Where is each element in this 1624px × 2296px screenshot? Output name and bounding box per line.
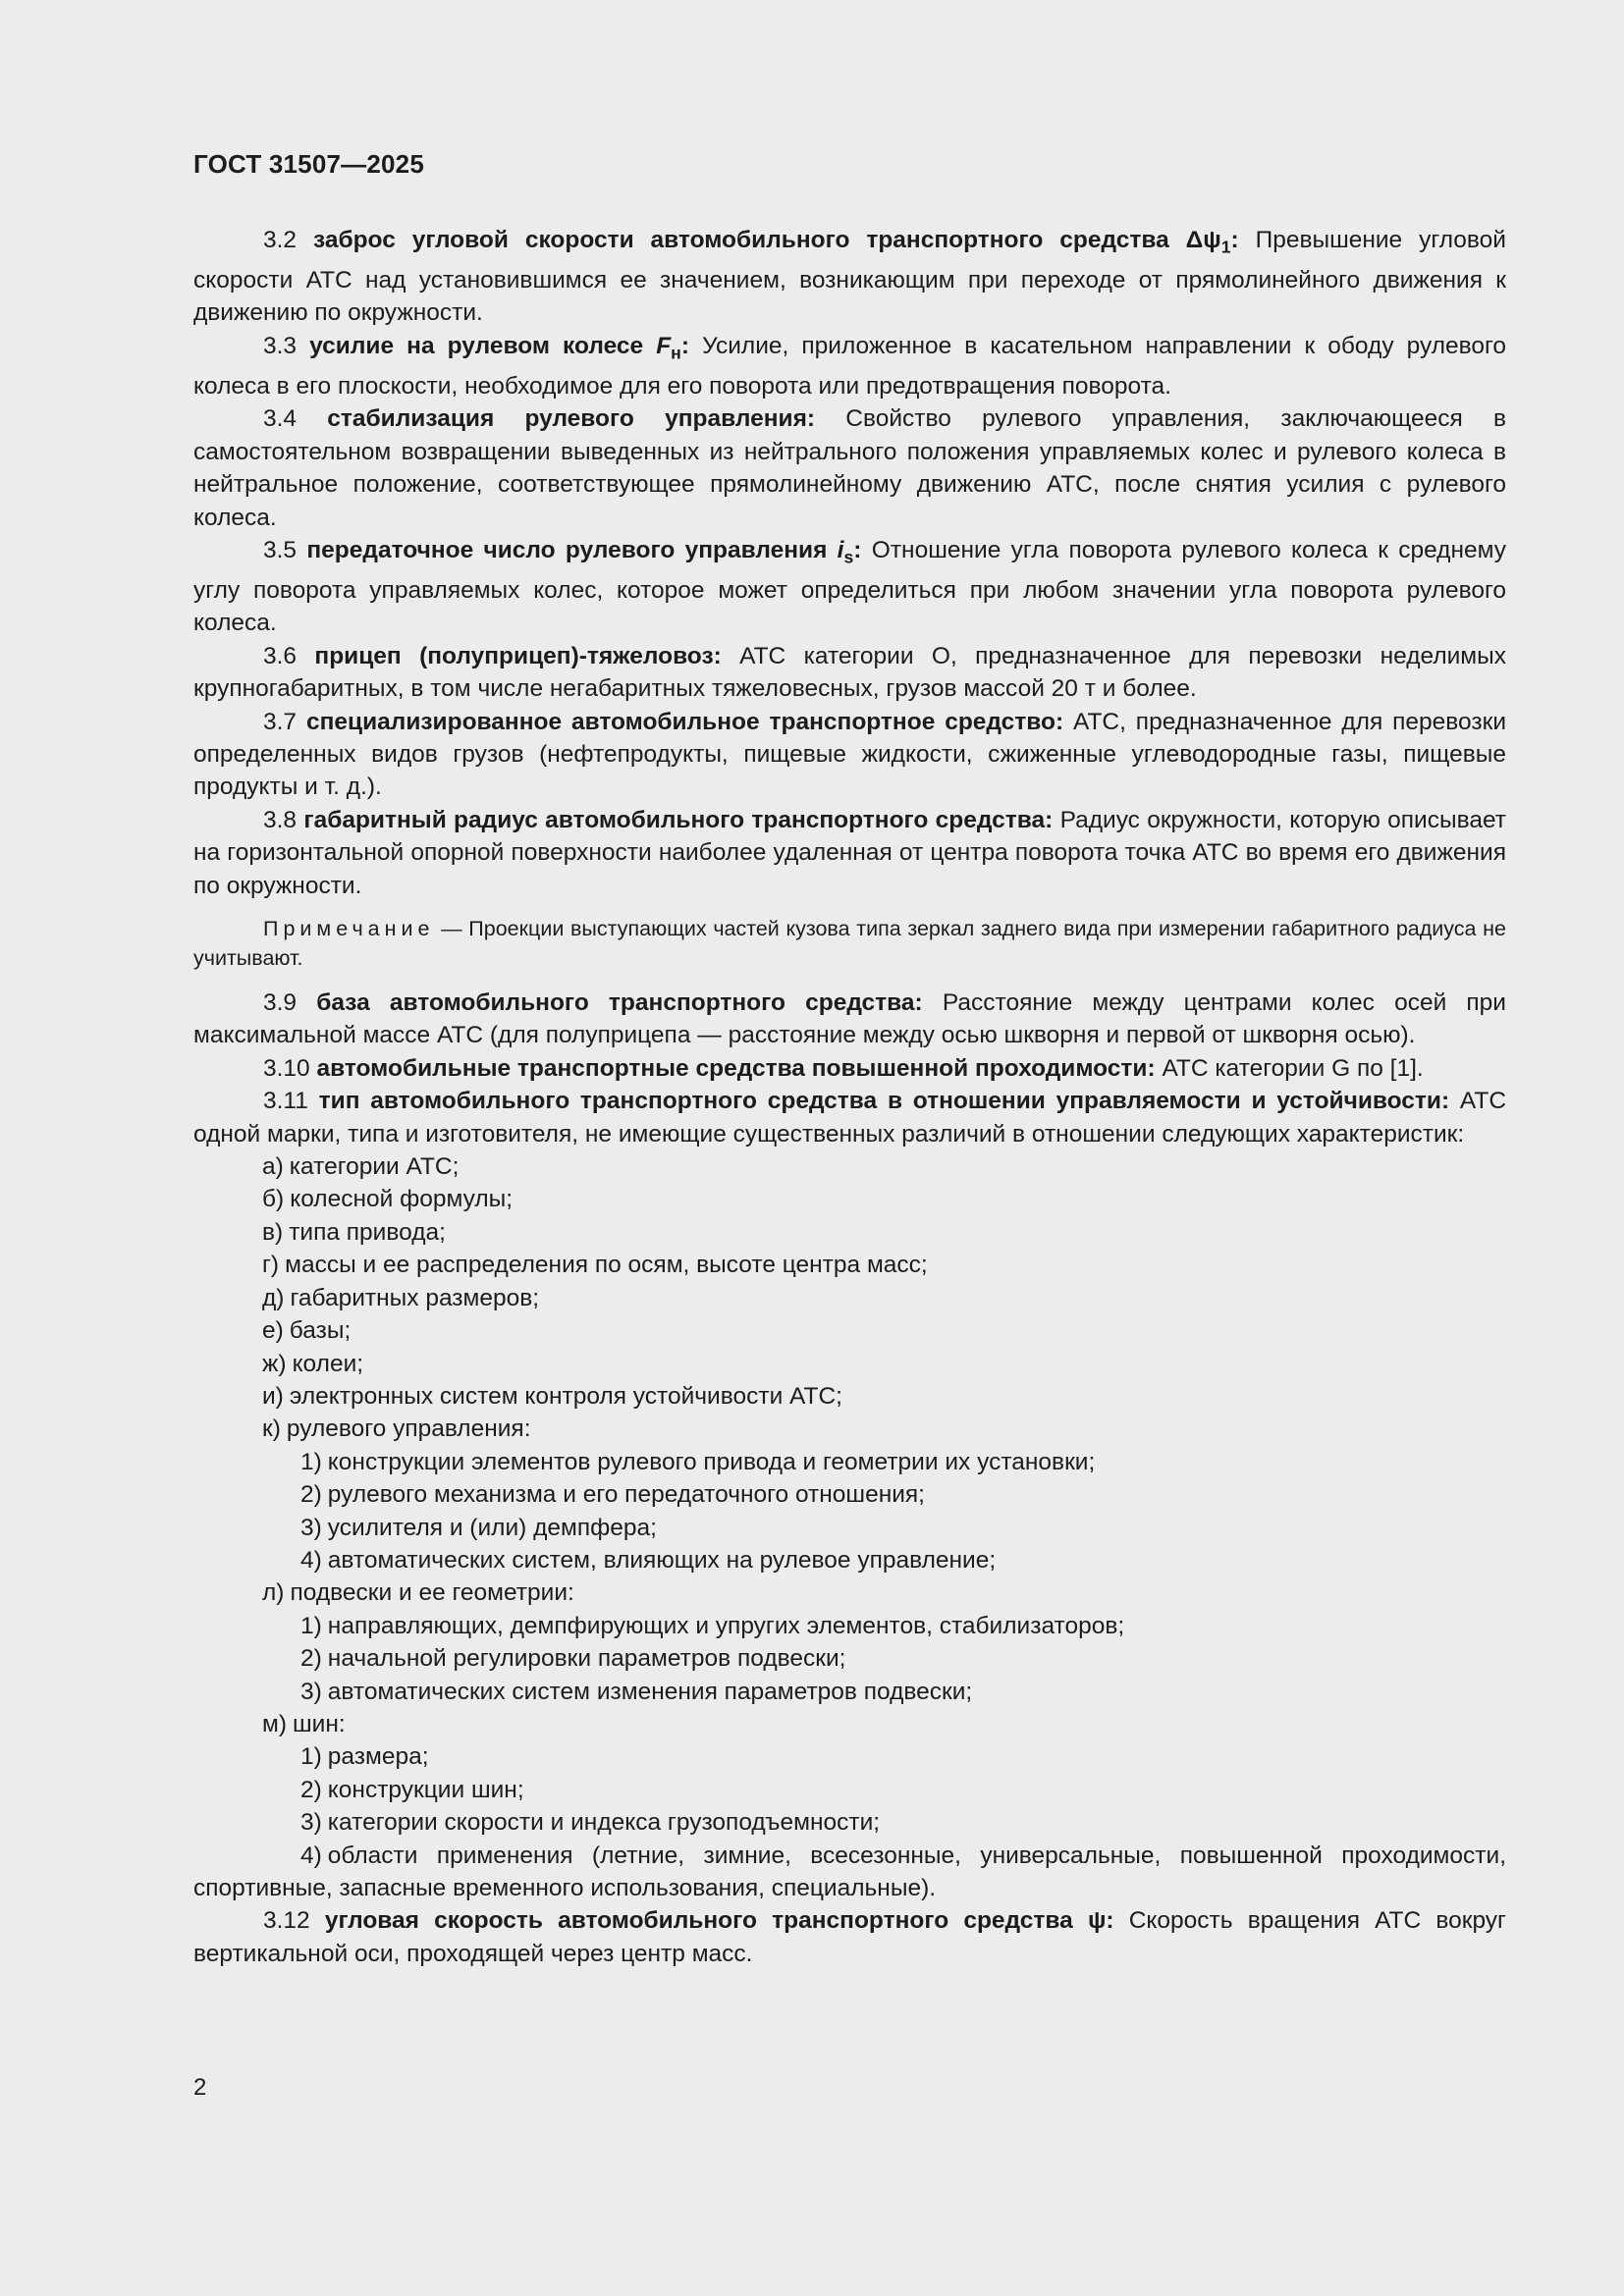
list-item: и) электронных систем контроля устойчивости АТС; — [262, 1382, 842, 1410]
term-3-3: 3.3 усилие на рулевом колесе $F_н$: Усилие, приложенное в касательном направлении к ободу рулевого колеса в его плоскости, необходимое для его поворота или предотвращения поворота. — [193, 332, 1507, 400]
term-name: угловая скорость автомобильного транспортного средства ψ: — [324, 1907, 1114, 1935]
document-body — [193, 224, 1506, 1970]
term-definition: Скорость вращения АТС вокруг вертикальной оси, проходящей через центр масс. — [193, 1907, 1506, 1967]
list-item: д) габаритных размеров; — [262, 1284, 540, 1311]
note-text: — Проекции выступающих частей кузова типа зеркал заднего вида при измерении габаритного радиуса не учитывают. — [193, 917, 1506, 971]
term-definition: Отношение угла поворота рулевого колеса к среднему углу поворота управляемых колес, которое может определиться при любом значении угла поворота рулевого колеса. — [193, 536, 1507, 637]
sub-list-item: 1) направляющих, демпфирующих и упругих элементов, стабилизаторов; — [300, 1612, 1125, 1639]
sub-list-item: 1) конструкции элементов рулевого привода и геометрии их установки; — [300, 1448, 1096, 1475]
sub-list-item: 4) автоматических систем, влияющих на рулевое управление; — [300, 1546, 997, 1574]
term-definition: АТС, предназначенное для перевозки определенных видов грузов (нефтепродукты, пищевые жидкости, сжиженные углеводородные газы, пищевые продукты и т. д.). — [193, 708, 1507, 801]
term-name: прицеп (полуприцеп)-тяжеловоз: — [314, 642, 722, 669]
term-name: тип автомобильного транспортного средства в отношении управляемости и устойчивости: — [318, 1088, 1450, 1115]
sub-list-item: 3) категории скорости и индекса грузоподъемности; — [300, 1809, 881, 1837]
sub-list-item: 1) размера; — [300, 1743, 429, 1771]
term-definition: АТС категории G по [1]. — [1162, 1054, 1424, 1082]
sub-list-item: 3) усилителя и (или) демпфера; — [300, 1514, 657, 1541]
term-definition: Превышение угловой скорости АТС над установившимся ее значением, возникающим при переходе от прямолинейного движения к движению по окружности. — [193, 227, 1506, 327]
list-item: к) рулевого управления: — [262, 1415, 531, 1443]
term-name: передаточное число рулевого управления — [306, 536, 838, 563]
list-item: м) шин: — [262, 1710, 346, 1737]
list-item: а) категории АТС; — [262, 1153, 460, 1181]
term-3-11: 3.11 тип автомобильного транспортного средства в отношении управляемости и устойчивости: АТС одной марки, типа и изготовителя, не имеющие существенных различий в отношении следующих характеристик: — [193, 1088, 1507, 1148]
term-3-2: 3.2 заброс угловой скорости автомобильного транспортного средства $\Delta\psi_1$: Превышение угловой скорости АТС над установившимся ее значением, возникающим при переходе от прямолинейного движения к движению по окружности. — [193, 227, 1506, 327]
term-name: специализированное автомобильное транспортное средство: — [305, 708, 1064, 735]
term-3-8: 3.8 габаритный радиус автомобильного транспортного средства: Радиус окружности, которую описывает на горизонтальной опорной поверхности наиболее удаленная от центра поворота точка АТС во время его движения по окружности. — [193, 806, 1506, 899]
sub-list-item: 3) автоматических систем изменения параметров подвески; — [300, 1678, 973, 1705]
term-name: база автомобильного транспортного средства: — [316, 989, 923, 1017]
note — [193, 914, 1506, 973]
list-item: л) подвески и ее геометрии: — [262, 1579, 574, 1607]
list-item: е) базы; — [262, 1317, 352, 1345]
term-definition: Усилие, приложенное в касательном направлении к ободу рулевого колеса в его плоскости, необходимое для его поворота или предотвращения поворота. — [193, 332, 1507, 400]
list-item: г) массы и ее распределения по осям, высоте центра масс; — [262, 1252, 928, 1279]
list-item: в) типа привода; — [262, 1218, 446, 1246]
sub-list-item: 2) рулевого механизма и его передаточного отношения; — [300, 1481, 925, 1509]
term-definition: АТС категории О, предназначенное для перевозки неделимых крупногабаритных, в том числе негабаритных тяжеловесных, грузов массой 20 т и более. — [193, 642, 1507, 703]
sub-list-item: 4) области применения (летние, зимние, всесезонные, универсальные, повышенной проходимости, спортивные, запасные временного использования, специальные). — [193, 1842, 1506, 1902]
list-item: б) колесной формулы; — [262, 1186, 514, 1213]
term-3-12: 3.12 угловая скорость автомобильного транспортного средства ψ: Скорость вращения АТС вокруг вертикальной оси, проходящей через центр масс. — [193, 1907, 1506, 1967]
note-label: Примечание — [263, 917, 435, 941]
term-3-6: 3.6 прицеп (полуприцеп)-тяжеловоз: АТС категории О, предназначенное для перевозки неделимых крупногабаритных, в том числе негабаритных тяжеловесных, грузов массой 20 т и более. — [193, 642, 1507, 703]
term-3-4: 3.4 стабилизация рулевого управления: Свойство рулевого управления, заключающееся в самостоятельном возвращении выведенных из нейтрального положения управляемых колес и рулевого колеса в нейтральное положение, соответствующее прямолинейному движению АТС, после снятия усилия с рулевого колеса. — [193, 405, 1506, 531]
term-definition: Расстояние между центрами колес осей при максимальной массе АТС (для полуприцепа — расстояние между осью шкворня и первой от шкворня осью). — [193, 989, 1506, 1049]
list-item: ж) колеи; — [262, 1350, 364, 1377]
term-name: габаритный радиус автомобильного транспортного средства: — [303, 806, 1054, 833]
characteristics-list — [193, 1150, 1506, 1904]
sub-list-item: 2) начальной регулировки параметров подвески; — [300, 1645, 846, 1673]
term-3-9: 3.9 база автомобильного транспортного средства: Расстояние между центрами колес осей при максимальной массе АТС (для полуприцепа — расстояние между осью шкворня и первой от шкворня осью). — [193, 989, 1506, 1049]
page-number: 2 — [193, 2074, 207, 2101]
term-name: усилие на рулевом колесе — [309, 332, 657, 359]
term-definition: АТС одной марки, типа и изготовителя, не имеющие существенных различий в отношении следующих характеристик: — [193, 1088, 1507, 1148]
term-3-5: 3.5 передаточное число рулевого управления $i_s$: Отношение угла поворота рулевого колеса к среднему углу поворота управляемых колес, которое может определиться при любом значении угла поворота рулевого колеса. — [193, 536, 1507, 637]
term-definition: Радиус окружности, которую описывает на горизонтальной опорной поверхности наиболее удаленная от центра поворота точка АТС во время его движения по окружности. — [193, 806, 1506, 899]
term-definition: Свойство рулевого управления, заключающееся в самостоятельном возвращении выведенных из нейтрального положения управляемых колес и рулевого колеса в нейтральное положение, соответствующее прямолинейному движению АТС, после снятия усилия с рулевого колеса. — [193, 405, 1506, 531]
document-header: ГОСТ 31507—2025 — [193, 149, 424, 179]
term-name: стабилизация рулевого управления: — [327, 405, 816, 433]
sub-list-item: 2) конструкции шин; — [300, 1776, 524, 1803]
term-3-7: 3.7 специализированное автомобильное транспортное средство: АТС, предназначенное для перевозки определенных видов грузов (нефтепродукты, пищевые жидкости, сжиженные углеводородные газы, пищевые продукты и т. д.). — [193, 708, 1507, 801]
term-name: заброс угловой скорости автомобильного транспортного средства Δψ — [312, 227, 1221, 253]
term-3-10: 3.10 автомобильные транспортные средства повышенной проходимости: АТС категории G по [1]. — [263, 1054, 1424, 1082]
term-name: автомобильные транспортные средства повышенной проходимости: — [316, 1054, 1156, 1082]
